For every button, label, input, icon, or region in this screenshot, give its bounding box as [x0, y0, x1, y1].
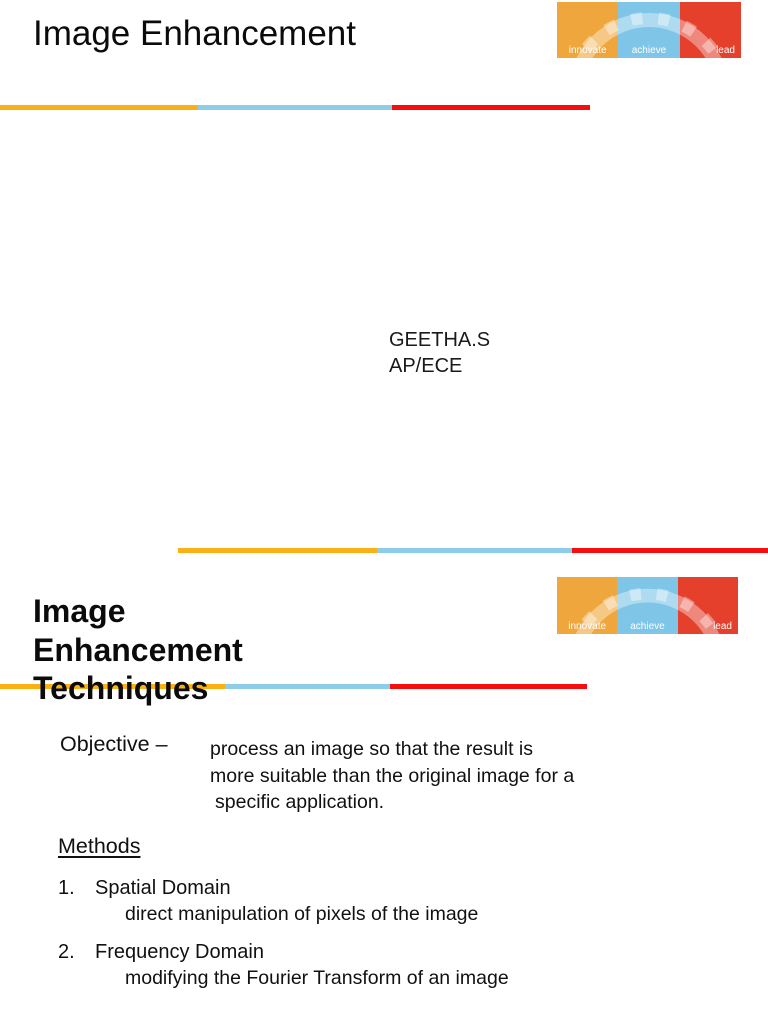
slide2-title-line1: Image [33, 593, 126, 629]
rule-blue-segment [225, 684, 390, 689]
rule-blue-segment [198, 105, 392, 110]
author-name: GEETHA.S [389, 329, 491, 351]
slide1-title: Image Enhancement [33, 14, 356, 53]
method-2-description: modifying the Fourier Transform of an image [125, 967, 509, 989]
objective-label: Objective – [60, 732, 168, 756]
method-1-number: 1. [58, 877, 75, 899]
objective-line3: specific application. [215, 791, 385, 813]
objective-line1: process an image so that the result is [210, 738, 533, 760]
method-1-name: Spatial Domain [95, 877, 231, 899]
logo-word-innovate: innovate [568, 621, 607, 632]
slide2-title [33, 592, 243, 708]
rule-blue-segment [377, 548, 572, 553]
rule-orange-segment [0, 105, 198, 110]
rule-red-segment [572, 548, 768, 553]
author-block [389, 328, 490, 379]
institution-logo [557, 2, 741, 58]
tricolor-rule-top [0, 105, 590, 110]
logo-word-lead: lead [716, 45, 735, 56]
methods-heading: Methods [58, 834, 141, 858]
method-2-number: 2. [58, 941, 75, 963]
rule-orange-segment [178, 548, 377, 553]
logo-word-achieve: achieve [631, 45, 667, 56]
logo-word-lead: lead [713, 621, 732, 632]
method-2-name: Frequency Domain [95, 941, 264, 963]
author-designation: AP/ECE [389, 354, 463, 377]
objective-text [210, 736, 574, 816]
institution-logo [557, 577, 738, 634]
logo-word-achieve: achieve [630, 621, 665, 632]
slide2-title-line2: Enhancement [33, 631, 243, 668]
slide2-title-line3: Techniques [33, 670, 209, 706]
rule-red-segment [392, 105, 590, 110]
rule-red-segment [390, 684, 587, 689]
method-1-description: direct manipulation of pixels of the image [125, 903, 479, 925]
tricolor-rule-divider [0, 548, 768, 553]
objective-line2: more suitable than the original image for a [210, 764, 575, 787]
logo-word-innovate: innovate [568, 45, 607, 56]
